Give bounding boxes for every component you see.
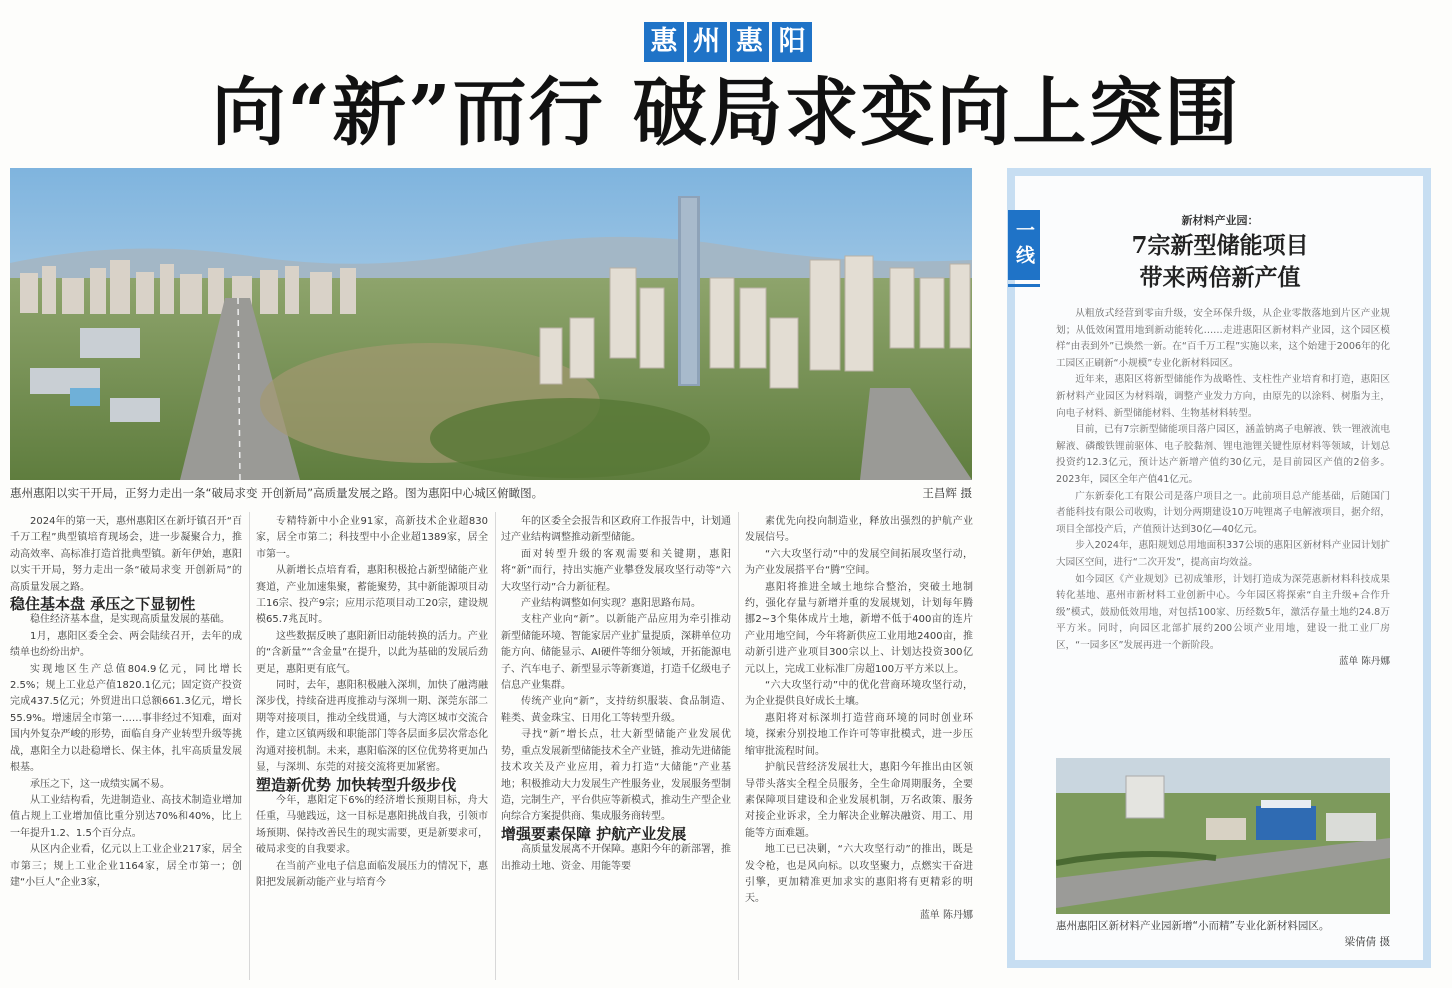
photo-caption [10, 485, 972, 505]
article-column-1 [10, 514, 242, 984]
paragraph: “六大攻坚行动”中的发展空间拓展攻坚行动，为产业发展搭平台“腾”空间。 [745, 548, 973, 577]
paragraph: 承压之下，这一成绩实属不易。 [30, 778, 170, 790]
paragraph: 惠阳将对标深圳打造营商环境的同时创业环境，探索分别投地工作许可等审批模式，进一步压缩审批流程时间。 [745, 712, 973, 757]
paragraph: 从工业结构看，先进制造业、高技术制造业增加值占规上工业增加值比重分别达70%和40%，比上一年提升1.2、1.5个百分点。 [10, 794, 242, 839]
paragraph: 1月，惠阳区委全会、两会陆续召开，去年的成绩单也纷纷出炉。 [10, 630, 242, 659]
paragraph: 2024年的第一天，惠州惠阳区在新圩镇召开“百千万工程”典型镇培育现场会，进一步凝聚合力，推动高效率、高标准打造首批典型镇。新年伊始，惠阳以实干开局，努力走出一条“破局求变 开创新局”的高质量发展之路。 [10, 516, 242, 593]
paragraph: 实现地区生产总值804.9亿元，同比增长2.5%；规上工业总产值1820.1亿元；固定资产投资完成437.5亿元；外贸进出口总额661.3亿元，增长55.9%。增速居全市第一……事非经过不知难，面对国内外复杂严峻的形势，面临自身产业转型升级等挑战，惠阳全力以赴稳增长、保主体，扎牢高质量发展根基。 [10, 663, 242, 774]
paragraph: 年的区委全会报告和区政府工作报告中，计划通过产业结构调整推动新型储能。 [501, 516, 731, 544]
paragraph: 步入2024年，惠阳规划总用地面积337公顷的惠阳区新材料产业园计划扩大园区空间，进行“二次开发”，提高亩均效益。 [1056, 540, 1390, 568]
industrial-park-illustration [1056, 758, 1390, 914]
photo-caption-text: 惠州惠阳以实干开局，正努力走出一条“破局求变 开创新局”高质量发展之路。图为惠阳中心城区俯瞰图。 [10, 486, 544, 500]
sidebar-photo-caption-text: 惠州惠阳区新材料产业园新增“小而精”专业化新材料园区。 [1056, 920, 1330, 932]
paragraph: 高质量发展离不开保障。惠阳今年的新部署，推出推动土地、资金、用能等要 [501, 844, 731, 872]
section-subheading: 塑造新优势 加快转型升级步伐 [256, 775, 457, 794]
article-byline: 蓝单 陈丹娜 [919, 909, 973, 921]
region-tag-char: 阳 [772, 22, 812, 62]
paragraph: 产业结构调整如何实现？惠阳思路布局。 [521, 598, 701, 610]
column-divider [495, 512, 496, 980]
paragraph: 如今园区《产业规划》已初成雏形，计划打造成为深莞惠新材料科技成果转化基地、惠州市新材料工业创新中心。今年园区将探索“自主升级+合作升级”模式，鼓励低效用地，对包括100家、历经数5年，激活存量土地约24.8万平方米。同时，向园区北部扩展约200公顷产业用地，建设一批工业厂房区，“一园多区”发展再进一个新阶段。 [1056, 573, 1390, 651]
sidebar-body [1056, 306, 1390, 746]
sidebar-title [1060, 230, 1380, 294]
paragraph: 在当前产业电子信息面临发展压力的情况下，惠阳把发展新动能产业与培育今 [256, 860, 488, 888]
sidebar-photo-caption [1056, 918, 1390, 950]
paragraph: 从区内企业看，亿元以上工业企业217家，居全市第三；规上工业企业1164家，居全市第一；创建“小巨人”企业3家， [10, 844, 242, 888]
sidebar-label: 一线 [1008, 210, 1040, 280]
region-tag [644, 22, 812, 62]
paragraph: 地工已已决剿，“六大攻坚行动”的推出，既是发令枪，也是风向标。以攻坚聚力，点燃实干奋进引擎，更加精准更加求实的惠阳将有更精彩的明天。 [745, 844, 973, 905]
paragraph: 广东新泰化工有限公司是落户项目之一。此前项目总产能基础，后随国门者能科技有限公司收购，计划分两期建设10万吨锂离子电解液项目，据介绍，项目全部投产后，产值预计达到30亿—40亿元。 [1056, 490, 1390, 535]
paragraph: 近年来，惠阳区将新型储能作为战略性、支柱性产业培育和打造，惠阳区新材料产业园区为材料端，调整产业发力方向，由原先的以涂料、树脂为主，向电子材料、新型储能材料、生物基材料转型。 [1056, 374, 1390, 419]
paragraph: 同时，去年，惠阳积极融入深圳，加快了融湾融深步伐，持续奋进再度推动与深圳一期、深莞东部二期等对接项目，推动全线贯通，与大湾区城市交流合作，建立区镇两级和职能部门等各层面多层次常态化沟通对接机制。未来，惠阳临深的区位优势将更加凸显，与深圳、东莞的对接交流将更加紧密。 [256, 680, 488, 774]
paragraph: 素优先向投向制造业，释放出强烈的护航产业发展信号。 [745, 516, 973, 544]
paragraph: 从粗放式经营到零亩升级，安全环保升级，从企业零散落地到片区产业规划；从低效闲置用地到新动能转化……走进惠阳区新材料产业园，这个园区模样“由表到外”已焕然一新。在“百千万工程”实施以来，这个始建于2006年的化工园区正刷新“小规模”专业化新材料园区。 [1056, 308, 1390, 369]
paragraph: 面对转型升级的客观需要和关键期，惠阳将“新”而行，持出实施产业攀登发展攻坚行动等“六大攻坚行动”合力新征程。 [501, 548, 731, 593]
section-subheading: 增强要素保障 护航产业发展 [501, 824, 687, 843]
paragraph: 专精特新中小企业91家，高新技术企业超830家，居全市第二；科技型中小企业超1389家，居全市第一。 [256, 516, 488, 560]
paragraph: 这些数据反映了惠阳新旧动能转换的活力。产业的“含新量”“含金量”在提升，以此为基础的发展后劲更足，惠阳更有底气。 [256, 630, 488, 675]
sidebar-kicker: 新材料产业园： [1181, 214, 1259, 227]
city-aerial-photo [10, 168, 972, 480]
column-divider [249, 512, 250, 980]
region-tag-char: 惠 [730, 22, 770, 62]
paragraph: 惠阳将推进全域土地综合整治，突破土地制约，强化存量与新增并重的发展规划，计划每年腾挪2~3个集体成片土地，新增不低于400亩的连片产业用地空间，今年将新供应工业用地2400亩，推动新引进产业项目300宗以上、计划达投资300亿元以上，完成工业标准厂房超100万平方米以上。 [745, 581, 973, 675]
region-tag-char: 惠 [644, 22, 684, 62]
paragraph: 从新增长点培育看，惠阳积极抢占新型储能产业赛道，产业加速集聚，蓄能聚势，其中新能源项目动工16宗、投产9宗；应用示范项目动工20宗，建设规模65.7兆瓦时。 [256, 565, 488, 626]
article-column-3 [501, 514, 731, 984]
city-aerial-illustration [10, 168, 972, 480]
paragraph: 护航民营经济发展壮大，惠阳今年推出由区领导带头落实全程全员服务，全生命周期服务，全要素保障项目建设和企业发展机制，万名政策、服务对接企业诉求，全力解决企业解决融资、用工、用能等方面难题。 [745, 762, 973, 839]
page-headline: 向“新”而行 破局求变向上突围 [211, 70, 1241, 156]
paragraph: 支柱产业向“新”。以新能产品应用为牵引推动新型储能环境、智能家居产业扩量提质，深耕单位功能方向、储能显示、AI硬件等细分领域，开拓能源电子、汽车电子、新型显示等新赛道，打造千亿级电子信息产业集群。 [501, 614, 731, 692]
sidebar-byline: 蓝单 陈丹娜 [1338, 656, 1390, 668]
sidebar-label-rule [1008, 284, 1040, 287]
paragraph: 今年，惠阳定下6%的经济增长预期目标，舟大任重，马驰践远，这一目标是惠阳挑战自我，引领市场预期、保持改善民生的现实需要，更是新要求可，破局求变的自我要求。 [256, 794, 488, 856]
sidebar-title-line: 带来两倍新产值 [1139, 264, 1301, 291]
region-tag-char: 州 [687, 22, 727, 62]
sidebar-photo-credit: 梁倩倩 摄 [1344, 936, 1390, 948]
paragraph: 寻找“新”增长点，壮大新型储能产业发展优势，重点发展新型储能技术全产业链，推动先进储能技术攻关及产业应用，着力打造“大储能”产业基地；积极推动大力发展生产性服务业，发展服务型制造，完制生产，平台供应等新模式，推动生产型企业向综合方案提供商、集成服务商转型。 [501, 729, 731, 823]
paragraph: 稳住经济基本盘，是实现高质量发展的基础。 [30, 614, 230, 626]
paragraph: 目前，已有7宗新型储能项目落户园区，涵盖钠离子电解液、铁一锂液流电解液、磷酸铁锂前驱体、电子胶黏剂、锂电池锂关键性原材料等领域，计划总投资约12.3亿元，预计达产新增产值约30亿元，是目前园区产值的2倍多。2023年，园区全年产值41亿元。 [1056, 424, 1390, 485]
paragraph: 传统产业向“新”，支持纺织服装、食品制造、鞋类、黄金珠宝、日用化工等转型升级。 [501, 696, 731, 724]
section-subheading: 稳住基本盘 承压之下显韧性 [10, 595, 196, 614]
sidebar-title-line: 7宗新型储能项目 [1131, 232, 1309, 259]
article-column-2 [256, 514, 488, 984]
column-divider [738, 512, 739, 980]
article-column-4 [745, 514, 973, 984]
paragraph: “六大攻坚行动”中的优化营商环境攻坚行动，为企业提供良好成长土壤。 [745, 680, 973, 708]
industrial-park-photo [1056, 758, 1390, 914]
photo-credit: 王昌辉 摄 [922, 486, 972, 500]
